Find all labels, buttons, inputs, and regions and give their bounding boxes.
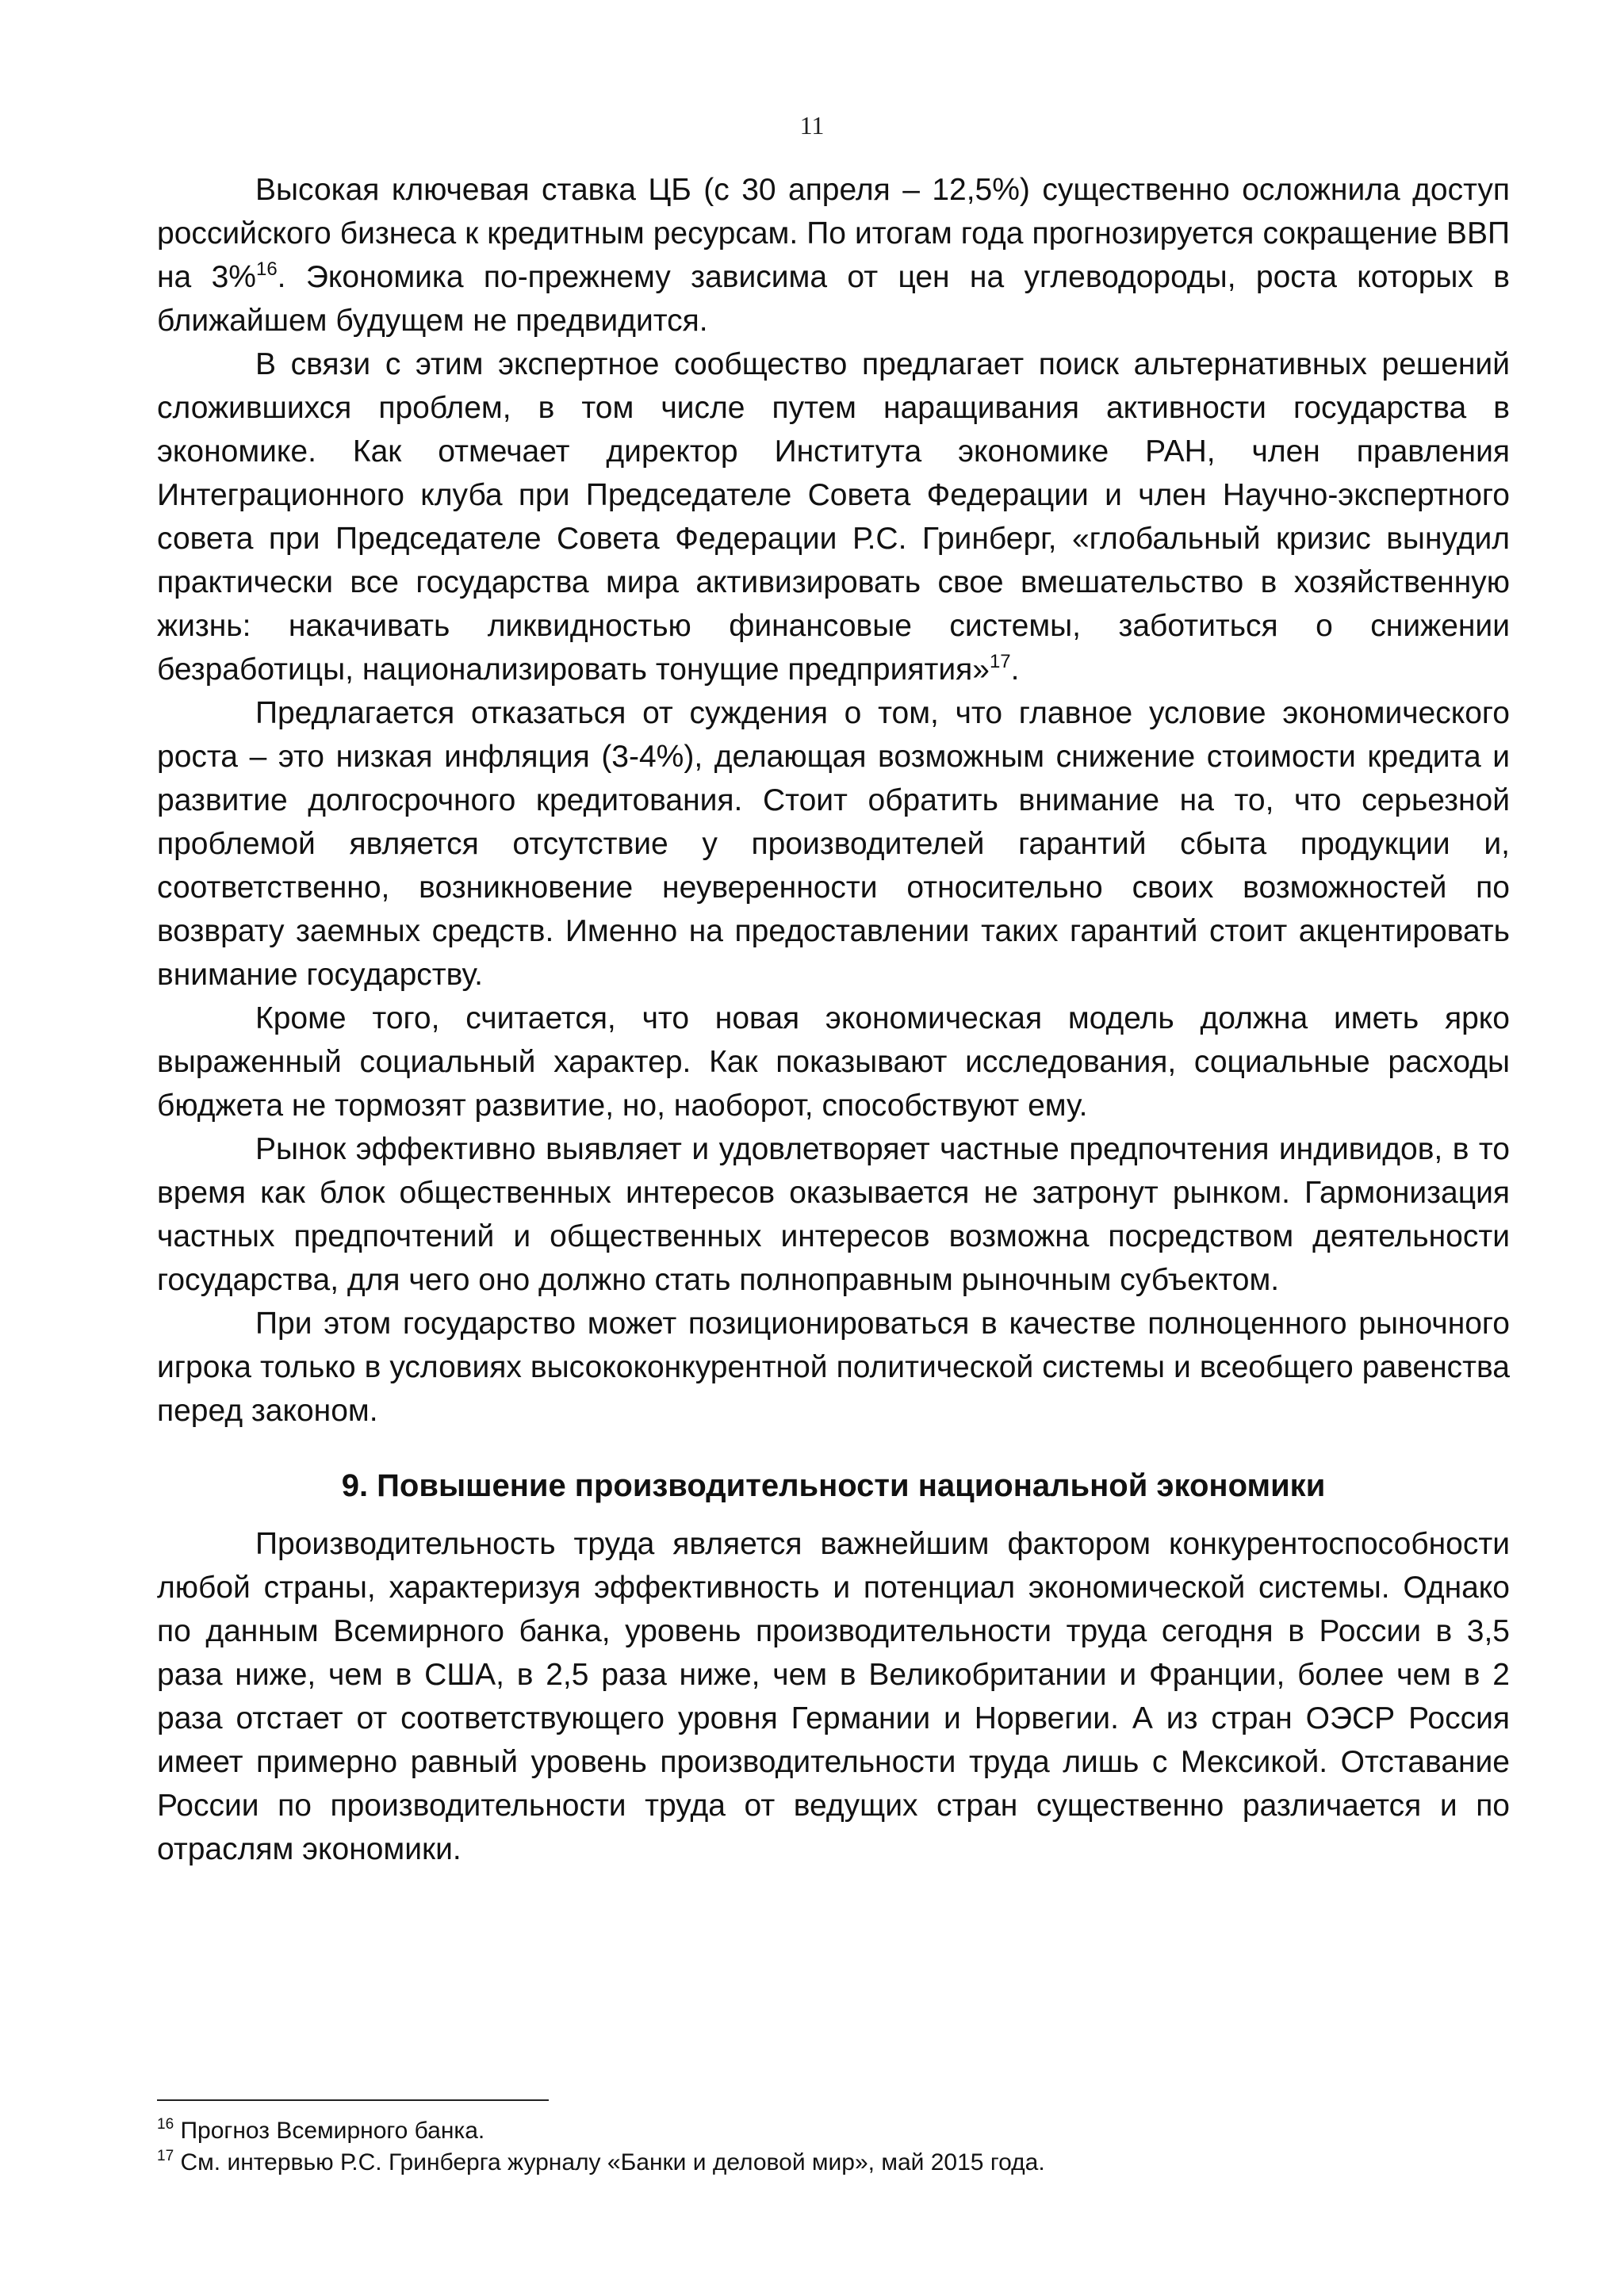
footnote-divider (157, 2099, 549, 2101)
paragraph-market: Рынок эффективно выявляет и удовлетворяет частные предпочтения индивидов, в то время как блок общественных интересов оказывается не затронут рынком. Гармонизация частных предпочтений и общественных интересов возможна посредством деятельности государства, для чего оно должно стать полноправным рыночным субъектом. (157, 1132, 1510, 1297)
footnote-ref-17: 17 (989, 651, 1011, 672)
paragraph-text-continued: . (1010, 652, 1020, 687)
body-text (157, 168, 1510, 1871)
paragraph-state-player: При этом государство может позиционироваться в качестве полноценного рыночного игрока только в условиях высококонкурентной политической системы и всеобщего равенства перед законом. (157, 1307, 1510, 1428)
footnotes (157, 2115, 1510, 2179)
footnote-text: Прогноз Всемирного банка. (180, 2118, 485, 2144)
footnote-ref-16: 16 (255, 258, 278, 280)
paragraph-key-rate (157, 168, 1510, 342)
paragraph-text: В связи с этим экспертное сообщество предлагает поиск альтернативных решений сложившихся проблем, в том числе путем наращивания активности государства в экономике. Как отмечает директор Института экономике РАН, член правления Интеграционного клуба при Председателе Совета Федерации и член Научно-экспертного совета при Председателе Совета Федерации Р.С. Гринберг, «глобальный кризис вынудил практически все государства мира активизировать свое вмешательство в хозяйственную жизнь: накачивать ликвидностью финансовые системы, заботиться о снижении безработицы, национализировать тонущие предприятия» (157, 347, 1510, 687)
footnote-number: 16 (157, 2116, 174, 2133)
footnote-text: См. интервью Р.С. Гринберга журналу «Банки и деловой мир», май 2015 года. (180, 2149, 1045, 2175)
section-heading: 9. Повышение производительности национальной экономики (341, 1468, 1326, 1503)
paragraph-text: Высокая ключевая ставка ЦБ (с 30 апреля – 12,5%) существенно осложнила доступ российского бизнеса к кредитным ресурсам. По итогам года прогнозируется сокращение ВВП на 3% (157, 173, 1510, 294)
paragraph-inflation: Предлагается отказаться от суждения о том, что главное условие экономического роста – это низкая инфляция (3-4%), делающая возможным снижение стоимости кредита и развитие долгосрочного кредитования. Стоит обратить внимание на то, что серьезной проблемой является отсутствие у производителей гарантий сбыта продукции и, соответственно, возникновение неуверенности относительно своих возможностей по возврату заемных средств. Именно на предоставлении таких гарантий стоит акцентировать внимание государству. (157, 696, 1510, 992)
paragraph-expert-community (157, 342, 1510, 691)
paragraph-social-model: Кроме того, считается, что новая экономическая модель должна иметь ярко выраженный социальный характер. Как показывают исследования, социальные расходы бюджета не тормозят развитие, но, наоборот, способствуют ему. (157, 1001, 1510, 1123)
paragraph-text-continued: . Экономика по-прежнему зависима от цен на углеводороды, роста которых в ближайшем будущем не предвидится. (157, 260, 1510, 338)
footnote-16 (157, 2115, 1510, 2147)
footnote-number: 17 (157, 2148, 174, 2164)
paragraph-productivity: Производительность труда является важнейшим фактором конкурентоспособности любой страны, характеризуя эффективность и потенциал экономической системы. Однако по данным Всемирного банка, уровень производительности труда сегодня в России в 3,5 раза ниже, чем в США, в 2,5 раза ниже, чем в Великобритании и Франции, более чем в 2 раза отстает от соответствующего уровня Германии и Норвегии. А из стран ОЭСР Россия имеет примерно равный уровень производительности труда лишь с Мексикой. Отставание России по производительности труда от ведущих стран существенно различается и по отраслям экономики. (157, 1527, 1510, 1866)
footnote-17 (157, 2147, 1510, 2179)
page-number: 11 (799, 111, 825, 140)
